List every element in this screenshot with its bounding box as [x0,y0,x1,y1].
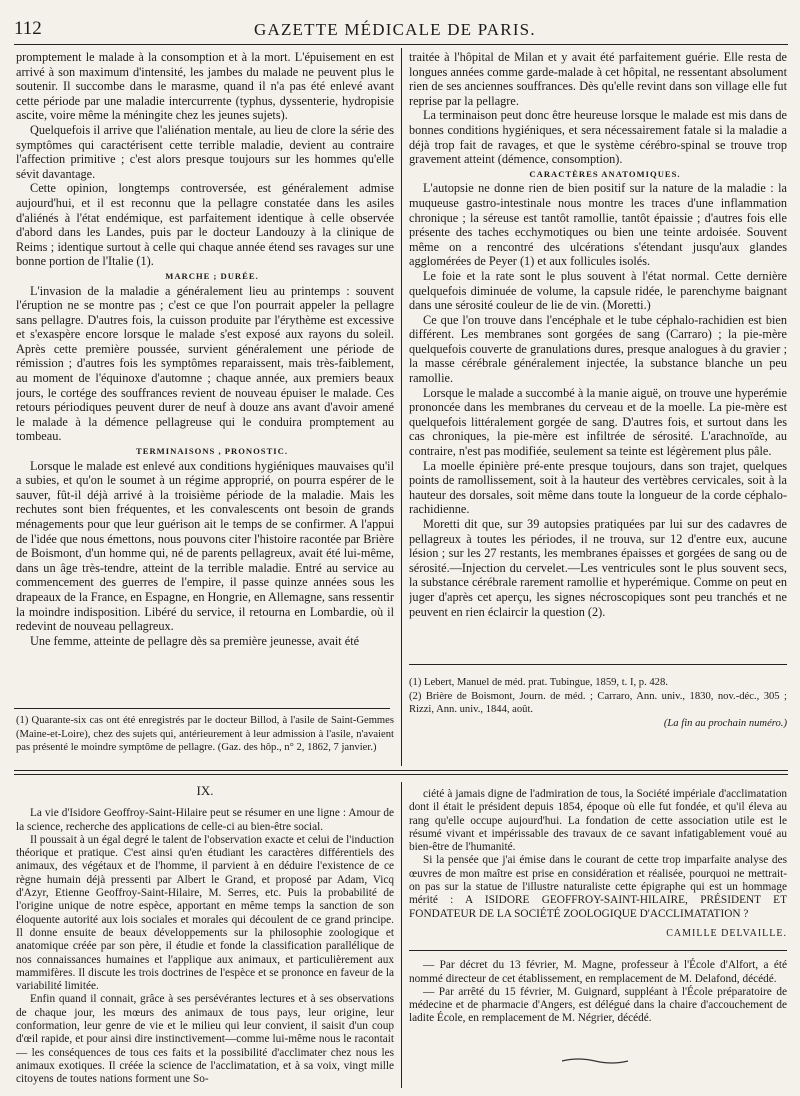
paragraph: Lorsque le malade est enlevé aux conditions hygiéniques mauvaises qu'il a subies, et qu'on le soumet à un régime approprié, on pourra espérer de le sauver, fût-il déjà arrivé à la troisième période de la maladie. Mais les rechutes sont bien fréquentes, et les convalescents ont besoin de grands ménagements pour que leur guérison ait le temps de se confirmer. A l'appui de l'idée que nous émettons, nous pouvons citer l'histoire racontée par Brière de Boismont, d'un homme qui, né de parents pellagreux, avait été lui-même, dans un âge très-tendre, atteint de la terrible maladie. Entré au service au commencement des guerres de l'empire, il passe quinze années sous les drapeaux de la France, en Espagne, en Hongrie, en Allemagne, sans ressentir la moindre indisposition. Libéré du service, il retourna en Lombardie, où il redevint de nouveau pellagreux. [16,458,394,634]
paragraph: Lorsque le malade a succombé à la manie aiguë, on trouve une hyperémie prononcée dans les membranes du cerveau et de la moelle. La pie-mère est quelquefois littéralement gorgée de sang. D'autres fois, et surtout dans les cas chroniques, la pie-mère est infiltrée de sérosité. L'arachnoïde, au contraire, n'est pas modifiée, seulement sa teinte est légèrement plus pâle. [409,385,787,459]
end-flourish-icon [560,1056,630,1066]
right-column [409,50,787,658]
header-rule [14,44,788,45]
section-number: IX. [196,784,214,798]
section-heading-terminaisons: TERMINAISONS , PRONOSTIC. [135,446,289,457]
right-footnotes [409,676,787,744]
section-rule-bottom [14,774,788,775]
paragraph: La moelle épinière pré-ente presque toujours, dans son trajet, quelques points de ramollissement, soit à la hauteur des vertèbres cervicales, soit à la hauteur des dorsales, soit même dans toute la longueur de la corde céphalo-rachidienne. [409,458,787,517]
paragraph: Quelquefois il arrive que l'aliénation mentale, au lieu de clore la série des symptômes qui caractérisent cette terrible maladie, devient au contraire l'affection primitive ; c'est alors presque toujours sur les hommes qu'elle sévit davantage. [16,122,394,181]
left-footnote-rule [14,708,390,709]
paragraph: Moretti dit que, sur 39 autopsies pratiquées par lui sur des cadavres de pellagreux à toutes les périodes, il ne trouva, sur 12 d'entre eux, aucune lésion ; sur les 27 restants, les membranes épaisses et gorgées de sang ou de sérosité.—Injection du cervelet.—Les ventricules sont le plus souvent secs, la substance cérébrale rarement ramollie et hyperémique. Comme on peut en juger d'après cet aperçu, les signes nécroscopiques sont peu tranchés et ne peuvent en rien éclaircir la question (2). [409,517,787,619]
lower-right-column [409,788,787,1088]
paragraph: L'invasion de la maladie a généralement lieu au printemps : souvent l'éruption ne se montre pas ; c'est ce que l'on pourrait appeler la pellagre sans pellagre. D'autres fois, la cuisson produite par l'érythème est excessive et s'exaspère encore lorsque le malade s'est exposé aux rayons du soleil. Après cette première poussée, survient généralement une période de rémission ; d'autres fois les symptômes reparaissent, mais très-faiblement, au moment de l'équinoxe d'automne ; chaque année, aux premiers beaux jours, le cortége des souffrances revient de nouveau épuiser le malade. Ces retours périodiques peuvent durer de neuf à douze ans avant d'avoir amené le malade à la démence pellagreuse qui le conduira promptement au tombeau. [16,283,394,444]
paragraph: Le foie et la rate sont le plus souvent à l'état normal. Cette dernière quelquefois diminuée de volume, la capsule ridée, le parenchyme baignant dans une sérosité couleur de lie de vin. (Moretti.) [409,268,787,313]
page-header [14,6,788,40]
footnote-text: (2) Brière de Boismont, Journ. de méd. ; Carraro, Ann. univ., 1830, nov.-déc., 305 ; Rizzi, Ann. univ., 1844, août. [409,690,787,716]
page-number: 112 [14,18,42,39]
paragraph: Une femme, atteinte de pellagre dès sa première jeunesse, avait été [30,633,360,648]
author-signature: CAMILLE DELVAILLE. [666,927,787,939]
lower-column-divider [401,782,402,1088]
right-footnote-rule [409,664,787,665]
footnote-text: (1) Quarante-six cas ont été enregistrés par le docteur Billod, à l'asile de Saint-Gemmes (Maine-et-Loire), chez des sujets qui, antérieurement à leur admission à l'asile, n'avaient pas présenté le moindre symptôme de pellagre. (Gaz. des hôp., n° 2, 1862, 7 janvier.) [16,715,394,754]
section-rule-top [14,770,788,771]
paragraph: ciété à jamais digne de l'admiration de tous, la Société impériale d'acclimatation dont il était le président depuis 1854, époque où elle fut fondée, et qu'il éleva au rang qu'elle occupe aujourd'hui. La fondation de cette association utile est le résumé vivant et impérissable des travaux de ce savant infatigablement voué au bien-être de l'humanité. [409,788,787,854]
paragraph: Si la pensée que j'ai émise dans le courant de cette trop imparfaite analyse des œuvres de mon maître est prise en considération et réalisée, pourquoi ne mettrait-on pas sur la statue de l'illustre naturaliste cette épigraphe qui est un hommage mérité : A ISIDORE GEOFFROY-SAINT-HILAIRE, PRÉSIDENT ET FONDATEUR DE LA SOCIÉTÉ ZOOLOGIQUE D'ACCLIMATATION ? [409,854,787,920]
paragraph: La vie d'Isidore Geoffroy-Saint-Hilaire peut se résumer en une ligne : Amour de la science, recherche des applications de celle-ci au bien-être social. [16,807,394,833]
left-column [16,50,394,704]
notice: — Par arrêté du 15 février, M. Guignard, suppléant à l'École préparatoire de médecine et de pharmacie d'Angers, est délégué dans la chaire d'accouchement de ladite École, en remplacement de M. Négrier, décédé. [409,985,787,1025]
notice-rule [409,950,787,951]
lower-left-column [16,784,394,1090]
section-heading-caracteres: CARACTÈRES ANATOMIQUES. [529,168,681,179]
column-divider [401,48,402,766]
paragraph: Enfin quand il connait, grâce à ses persévérantes lectures et à ses observations de chaque jour, les mœurs des animaux de tous pays, leur origine, leur conformation, leur genre de vie et le milieu qui leur convient, il saisit d'un coup d'œil rapide, et pour ainsi dire instinctivement—comme lui-même nous le racontait — les conséquences de tous ces faits et la possibilité d'acclimater chez nous les animaux exotiques. Il créée la science de l'acclimatation, et à sa voix, vingt mille citoyens de toutes nations forment une So- [16,993,394,1086]
left-footnote [16,714,394,766]
paragraph: La terminaison peut donc être heureuse lorsque le malade est mis dans de bonnes conditions hygiéniques, et sera nécessairement fatale si la maladie a déjà trop fait de ravages, et que le système cérébro-spinal se trouve trop gravement atteint (démence, consomption). [409,108,787,167]
footnote-text: (1) Lebert, Manuel de méd. prat. Tubingue, 1859, t. I, p. 428. [409,677,668,688]
notice: — Par décret du 13 février, M. Magne, professeur à l'École d'Alfort, a été nommé directeur de cet établissement, en remplacement de M. Delafond, décédé. [409,959,787,985]
paragraph: Il poussait à un égal degré le talent de l'observation exacte et celui de l'induction théorique et pratique. C'est ainsi qu'en étudiant les caractères différentiels des animaux, des végétaux et de l'homme, il parvient à en déduire l'existence de ce règne humain déjà pressenti par Albert le Grand, et proposé par Adam, Vicq d'Azyr, Etienne Geoffroy-Saint-Hilaire, M. Serres, etc. Puis la probabilité de l'origine unique de notre espèce, apportant en même temps la sanction de son éloquente autorité aux lois sociales et morales qui découlent de ce grand principe. Il donne ensuite de beaux développements sur la philosophie zoologique et anatomique créée par son père, il étudie et fonde la classification parallélique de nos connaissances humaines et l'applique aux animaux, et particulièrement aux mammifères. Il discute les trois doctrines de l'espèce et se prononce en faveur de la variabilité limitée. [16,833,394,993]
journal-title: GAZETTE MÉDICALE DE PARIS. [254,20,536,39]
paragraph: Ce que l'on trouve dans l'encéphale et le tube céphalo-rachidien est bien différent. Les membranes sont gorgées de sang (Carraro) ; la pie-mère quelquefois couverte de granulations dures, presque analogues à du gravier ; la masse cérébrale généralement injectée, la substance blanche un peu ramollie. [409,312,787,386]
paragraph: traitée à l'hôpital de Milan et y avait été parfaitement guérie. Elle resta de longues années comme garde-malade à cet hôpital, ne ressentant absolument rien de ses anciennes souffrances. Dès qu'elle revint dans son village elle fut reprise par la pellagre. [409,50,787,108]
paragraph: Cette opinion, longtemps controversée, est généralement admise aujourd'hui, et il est reconnu que la pellagre constatée dans les asiles d'aliénés à l'état endémique, est parfaitement identique à celle observée d'abord dans les Landes, puis par le docteur Landouzy à la clinique de Reims ; identique surtout à celle qui chaque année étend ses ravages sur une bonne portion de l'Italie (1). [16,181,394,269]
paragraph: promptement le malade à la consomption et à la mort. L'épuisement en est arrivé à son maximum d'intensité, les jambes du malade ne peuvent plus le soutenir. Il succombe dans le marasme, quand il n'a pas été enlevé avant cette période par une maladie intercurrente (typhus, dyssenterie, hydropisie ascite, voire même la méningite chez les jeunes sujets). [16,50,394,123]
paragraph: L'autopsie ne donne rien de bien positif sur la nature de la maladie : la muqueuse gastro-intestinale nous montre les traces d'une inflammation chronique ; la séreuse est tantôt ramollie, tantôt épaissie ; d'autres fois elle présente des taches ecchymotiques ou bien une teinte ardoisée. Souvent même on a rencontré des ulcérations s'étendant jusqu'aux glandes agglomérées de Peyer (1) et aux follicules isolés. [409,181,787,269]
continued-note: (La fin au prochain numéro.) [663,717,787,729]
section-heading-marche: MARCHE ; DURÉE. [165,270,259,281]
